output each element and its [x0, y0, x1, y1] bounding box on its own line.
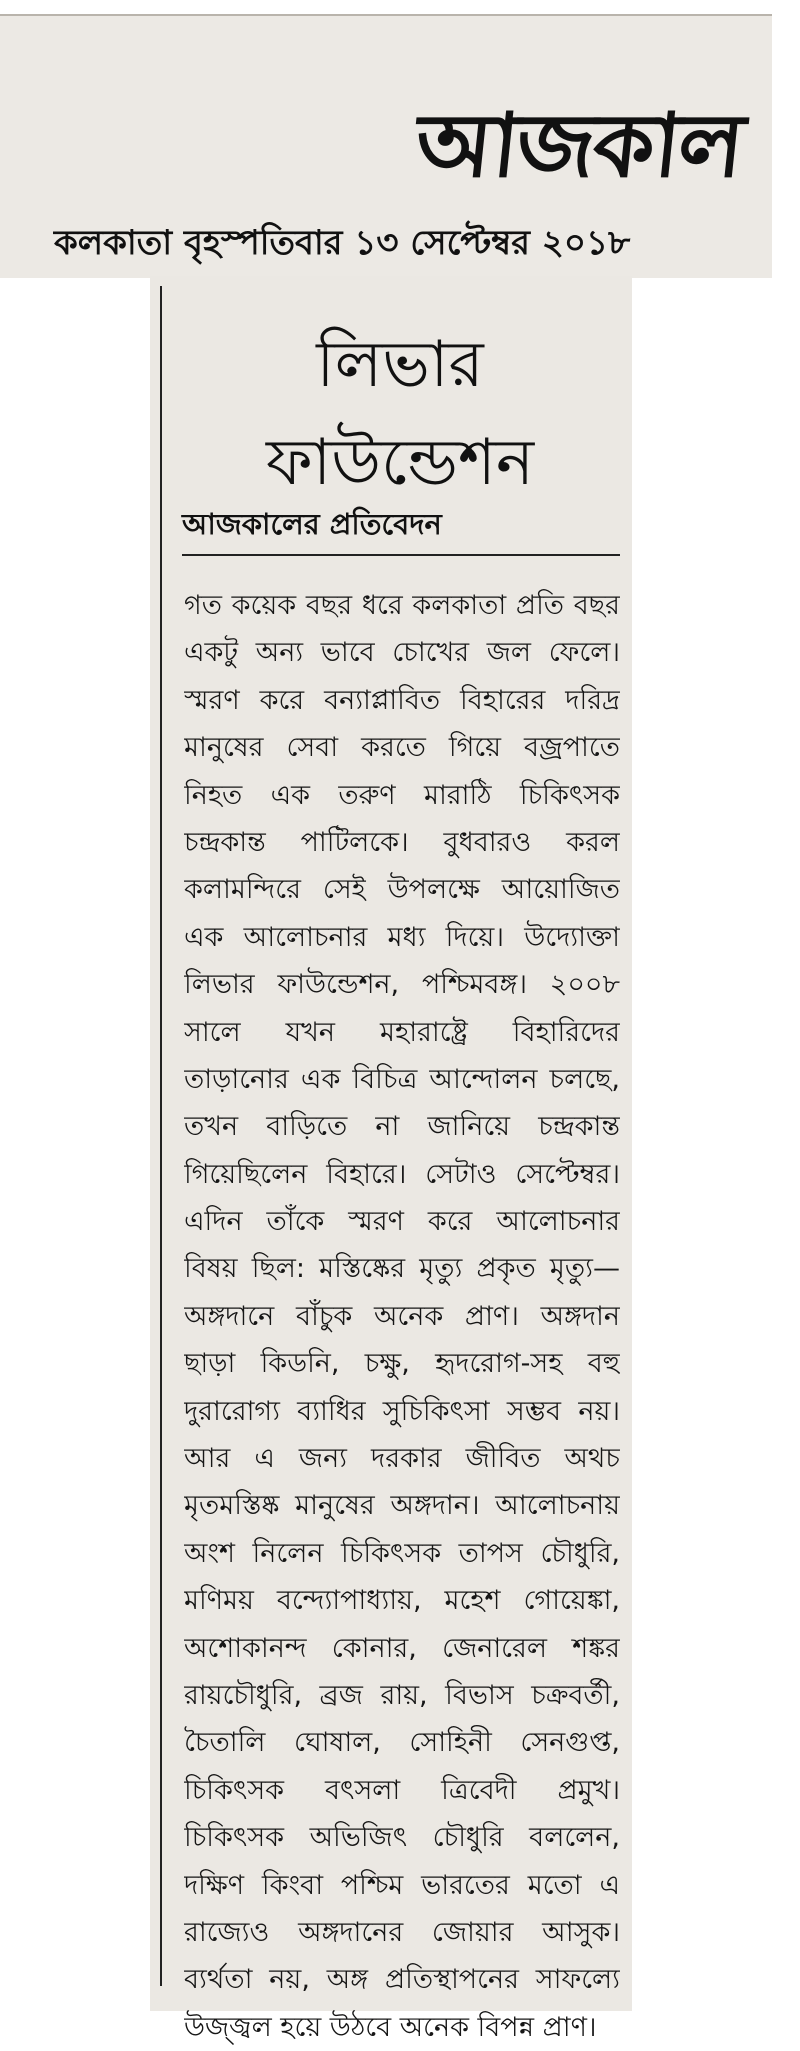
article-body-line: অশোকানন্দ কোনার, জেনারেল শঙ্কর: [184, 1632, 620, 1664]
headline-line-2: ফাউন্ডেশন: [265, 426, 535, 500]
article-body-line: দুরারোগ্য ব্যাধির সুচিকিৎসা সম্ভব নয়।: [184, 1395, 620, 1427]
article-body-line: তখন বাড়িতে না জানিয়ে চন্দ্রকান্ত: [184, 1111, 620, 1143]
article-body-line: গিয়েছিলেন বিহারে। সেটাও সেপ্টেম্বর।: [184, 1158, 620, 1190]
article-body-line: নিহত এক তরুণ মারাঠি চিকিৎসক: [184, 779, 620, 811]
article-body-line: বিষয় ছিল: মস্তিষ্কের মৃত্যু প্রকৃত মৃত্যু—: [184, 1253, 620, 1285]
article-body-line: স্মরণ করে বন্যাপ্লাবিত বিহারের দরিদ্র: [184, 684, 620, 716]
article-body-line: অঙ্গদানে বাঁচুক অনেক প্রাণ। অঙ্গদান: [184, 1300, 620, 1332]
article-body-line: আর এ জন্য দরকার জীবিত অথচ: [184, 1443, 620, 1475]
byline-divider: [182, 554, 620, 556]
article-body-line: চিকিৎসক অভিজিৎ চৌধুরি বললেন,: [184, 1822, 620, 1854]
article-body-line: লিভার ফাউন্ডেশন, পশ্চিমবঙ্গ। ২০০৮: [184, 969, 620, 1001]
byline: আজকালের প্রতিবেদন: [182, 507, 442, 541]
column-rule: [160, 286, 162, 1986]
article-body-line: ব্যর্থতা নয়, অঙ্গ প্রতিস্থাপনের সাফল্যে: [184, 1964, 620, 1996]
newspaper-logo: আজকাল: [410, 94, 748, 197]
article-body-line: গত কয়েক বছর ধরে কলকাতা প্রতি বছর: [184, 590, 620, 621]
article-body-line: চৈতালি ঘোষাল, সোহিনী সেনগুপ্ত,: [184, 1727, 620, 1759]
headline-line-1: লিভার: [316, 328, 484, 402]
article-body-line: মণিময় বন্দ্যোপাধ্যায়, মহেশ গোয়েঙ্কা,: [184, 1585, 620, 1617]
article-body: [184, 582, 620, 2051]
article-body-line: রাজ্যেও অঙ্গদানের জোয়ার আসুক।: [184, 1916, 620, 1948]
article-body-line: এদিন তাঁকে স্মরণ করে আলোচনার: [184, 1206, 620, 1238]
article-body-line: অংশ নিলেন চিকিৎসক তাপস চৌধুরি,: [184, 1537, 620, 1569]
article-body-line: দক্ষিণ কিংবা পশ্চিম ভারতের মতো এ: [184, 1869, 620, 1901]
dateline: কলকাতা বৃহস্পতিবার ১৩ সেপ্টেম্বর ২০১৮: [54, 223, 631, 263]
article-body-line: তাড়ানোর এক বিচিত্র আন্দোলন চলছে,: [184, 1063, 620, 1095]
headline: [180, 316, 620, 512]
article-body-line: উজ্জ্বল হয়ে উঠবে অনেক বিপন্ন প্রাণ।: [184, 2011, 597, 2043]
article-body-line: মৃতমস্তিষ্ক মানুষের অঙ্গদান। আলোচনায়: [184, 1490, 620, 1522]
article-body-line: একটু অন্য ভাবে চোখের জল ফেলে।: [184, 637, 620, 669]
article-body-line: সালে যখন মহারাষ্ট্রে বিহারিদের: [184, 1016, 620, 1048]
newspaper-masthead: [0, 14, 772, 278]
article-body-line: চন্দ্রকান্ত পাটিলকে। বুধবারও করল: [184, 826, 620, 858]
article-clipping: [150, 276, 632, 2043]
article-body-line: রায়চৌধুরি, ব্রজ রায়, বিভাস চক্রবর্তী,: [184, 1679, 620, 1711]
article-body-line: এক আলোচনার মধ্য দিয়ে। উদ্যোক্তা: [184, 921, 620, 953]
article-body-line: মানুষের সেবা করতে গিয়ে বজ্রপাতে: [184, 732, 620, 764]
article-body-line: চিকিৎসক বৎসলা ত্রিবেদী প্রমুখ।: [184, 1774, 620, 1806]
article-body-line: ছাড়া কিডনি, চক্ষু, হৃদরোগ-সহ বহু: [184, 1348, 620, 1380]
article-body-line: কলামন্দিরে সেই উপলক্ষে আয়োজিত: [184, 874, 620, 906]
